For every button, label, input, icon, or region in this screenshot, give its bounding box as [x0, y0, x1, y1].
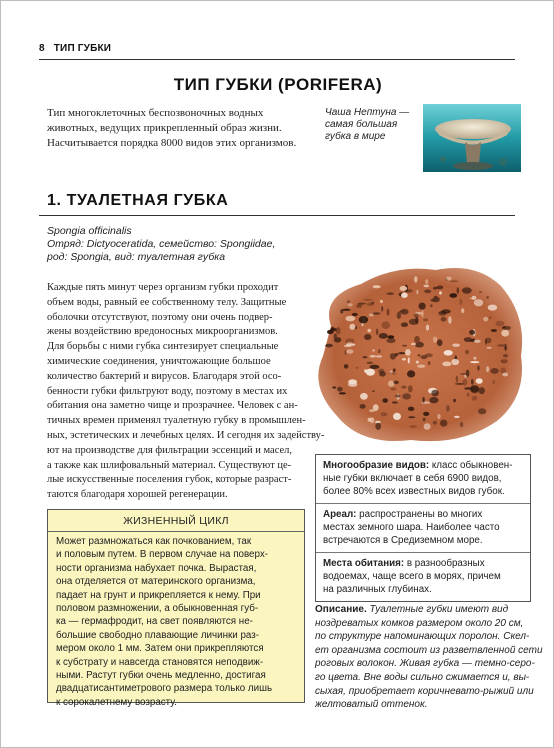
- life-cycle-line: ными. Растут губки очень медленно, достигая: [56, 670, 266, 682]
- diversity-section: [316, 455, 530, 503]
- running-header-section: ТИП ГУБКИ: [53, 43, 112, 54]
- body-line: ных, эстетических и лечебных целях. И сегодня их задейству-: [47, 429, 325, 441]
- life-cycle-line: она отделяется от материнского организма,: [56, 576, 256, 588]
- diversity-label: Многообразие видов:: [323, 460, 430, 471]
- area-label: Ареал:: [323, 509, 357, 520]
- life-cycle-line: и половым путем. В первом случае на поверх-: [56, 549, 268, 561]
- intro-paragraph: Тип многоклеточных беспозвоночных водных животных, ведущих прикрепленный образ жизни. Насчитывается порядка 8000 видов этих организмов.: [47, 107, 297, 149]
- area-text: местах земного шара. Наиболее часто: [323, 522, 500, 533]
- diversity-text: класс обыкновен-: [429, 460, 513, 471]
- life-cycle-line: мером около 1 мм. Затем они прикрепляются: [56, 643, 264, 655]
- body-line: химические соединения, уничтожающие большое: [47, 355, 271, 367]
- body-line: а также как шлифовальный материал. Существуют це-: [47, 459, 292, 471]
- habitat-section: [316, 552, 530, 601]
- life-cycle-line: падает на грунт и прикрепляется к нему. При: [56, 589, 261, 601]
- life-cycle-box: [47, 509, 305, 708]
- body-line: таются благодаря хорошей регенерации.: [47, 489, 228, 501]
- body-line: Для борьбы с ними губка синтезирует специальные: [47, 341, 279, 353]
- diversity-text: более 80% всех известных видов губок.: [323, 486, 505, 497]
- area-text: встречаются в Средиземном море.: [323, 535, 483, 546]
- neptune-cup-sponge-photo: [423, 104, 521, 172]
- page-title: ТИП ГУБКИ (PORIFERA): [173, 75, 383, 94]
- description-line: ноздреватых комков размером около 20 см,: [315, 617, 524, 629]
- section-heading: 1. ТУАЛЕТНАЯ ГУБКА: [47, 192, 229, 209]
- description-line: роговых волокон. Живая губка — темно-серо-: [315, 658, 535, 670]
- life-cycle-line: ности организма набухает почка. Вырастая,: [56, 562, 257, 574]
- body-line: лые искусственные поселения губок, которые разраст-: [47, 474, 292, 486]
- body-line: ют на производстве для фильтрации эссенций и масел,: [47, 444, 293, 456]
- life-cycle-line: половом размножении, а обыкновенная губ-: [56, 603, 259, 615]
- area-text: распространены во многих: [356, 509, 483, 520]
- diversity-text: ные губки включает в себя 6900 видов,: [323, 473, 502, 484]
- description-line: го цвета. Вне воды сильно сжимается и, вы-: [315, 671, 530, 683]
- life-cycle-line: ка — гермафродит, на свет появляются не-: [56, 616, 253, 628]
- taxonomy-line-1: Отряд: Dictyoceratida, семейство: Spongiidae,: [47, 238, 276, 250]
- habitat-text: водоемах, чаще всего в морях, причем: [323, 571, 501, 582]
- description-line: сыхая, приобретает коричневато-рыжий или: [315, 685, 534, 697]
- body-line: обитания она заметно чище и прозрачнее. Человек с ан-: [47, 400, 298, 412]
- bath-sponge-image: [301, 256, 529, 448]
- body-text: [47, 281, 325, 503]
- life-cycle-line: большие свободно плавающие личинки раз-: [56, 629, 260, 641]
- description-line: по структуре напоминающих поролон. Скел-: [315, 631, 530, 643]
- description-block: [315, 603, 543, 712]
- body-line: Каждые пять минут через организм губки проходит: [47, 282, 279, 293]
- description-line: ет организма состоит из разветвленной сети: [315, 644, 543, 656]
- life-cycle-line: к сорокалетнему возрасту.: [56, 696, 177, 708]
- life-cycle-text: [48, 535, 304, 709]
- habitat-text: на различных глубинах.: [323, 584, 432, 595]
- page-number: 8: [39, 43, 45, 54]
- body-line: оболочки отсутствуют, поэтому они очень подвер-: [47, 311, 273, 323]
- body-line: объем воды, равный ее собственному телу. Защитные: [47, 296, 287, 308]
- body-line: тичных времен применял туалетную губку в промышлен-: [47, 415, 306, 427]
- life-cycle-line: двадцатисантиметрового размера только лишь: [56, 683, 273, 695]
- description-label: Описание.: [315, 604, 367, 615]
- latin-name: Spongia officinalis: [47, 225, 132, 237]
- life-cycle-title: ЖИЗНЕННЫЙ ЦИКЛ: [123, 515, 229, 527]
- habitat-label: Места обитания:: [323, 558, 405, 569]
- habitat-text: в разнообразных: [404, 558, 485, 569]
- body-line: количество бактерий и вирусов. Благодаря этой осо-: [47, 370, 282, 382]
- taxonomy-line-2: род: Spongia, вид: туалетная губка: [47, 251, 226, 263]
- life-cycle-rule: [48, 531, 304, 532]
- life-cycle-line: Может размножаться как почкованием, так: [56, 536, 252, 547]
- facts-box: [315, 454, 531, 602]
- photo-caption: Чаша Нептуна — самая большая губка в мире: [325, 107, 410, 142]
- body-line: бенности губки фильтруют воду, поэтому в местах их: [47, 385, 288, 397]
- description-line: желтоватый оттенок.: [315, 699, 428, 711]
- taxonomy-block: [47, 225, 327, 264]
- life-cycle-line: к субстрату и навсегда становятся неподвиж-: [56, 656, 264, 668]
- running-header: [39, 43, 111, 54]
- section-rule: [39, 215, 515, 216]
- area-section: [316, 503, 530, 552]
- description-text: Туалетные губки имеют вид: [366, 604, 509, 615]
- header-rule: [39, 59, 515, 60]
- body-line: жены воздействию вредоносных микроорганизмов.: [47, 326, 278, 338]
